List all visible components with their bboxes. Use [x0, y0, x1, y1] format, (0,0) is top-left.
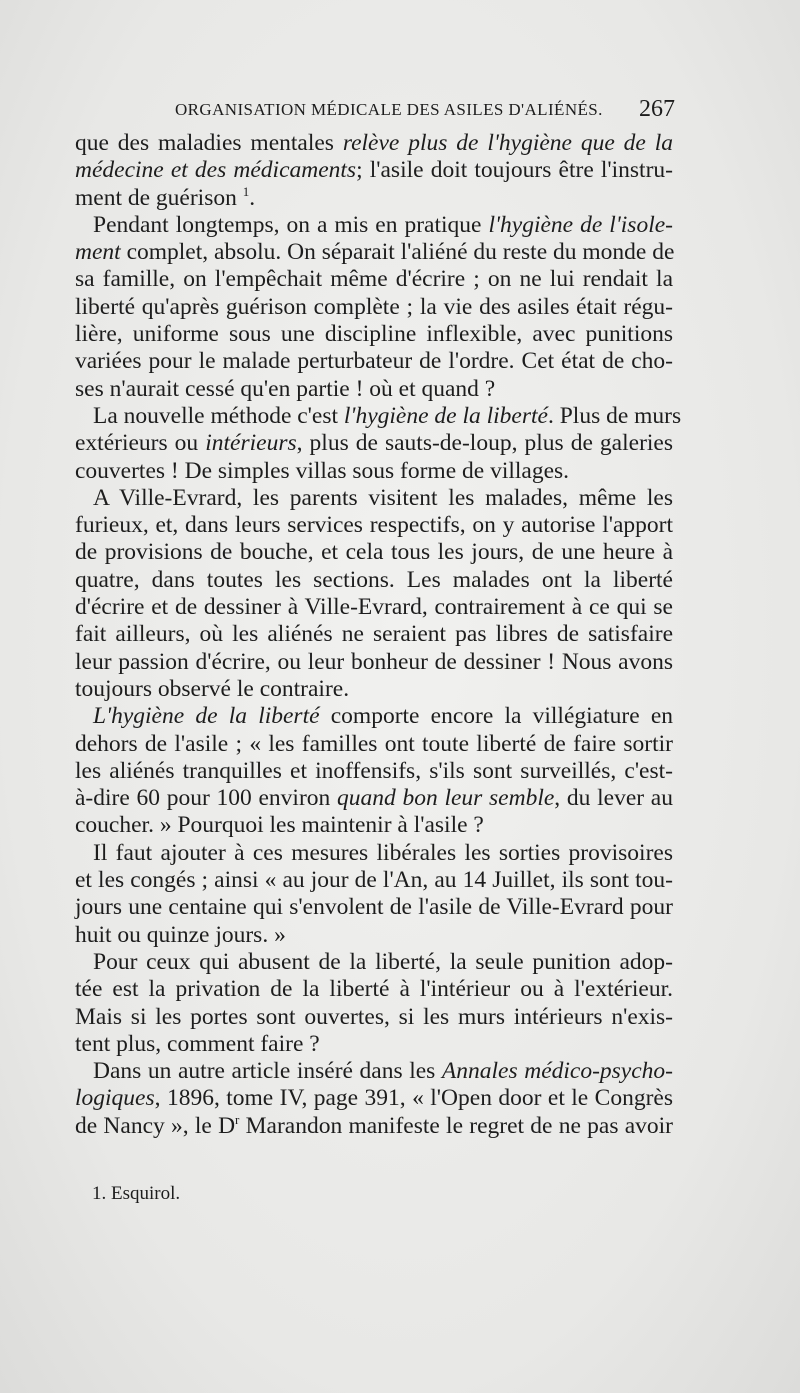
text-line [75, 703, 673, 730]
superscript: r [235, 1111, 240, 1127]
text-line [75, 157, 673, 184]
text-line [75, 594, 673, 621]
footnote: 1. Esquirol. [92, 1183, 181, 1204]
text-line [75, 1085, 673, 1112]
text-line [75, 567, 673, 594]
text-line [75, 512, 673, 539]
text-line [75, 649, 673, 676]
text-line [75, 348, 673, 375]
text-line [75, 785, 673, 812]
text-line [75, 185, 673, 212]
page-header [175, 96, 675, 126]
text-line [75, 1113, 673, 1140]
running-title: ORGANISATION MÉDICALE DES ASILES D'ALIÉNÉS. [175, 100, 603, 119]
text-line [75, 1004, 673, 1031]
text-segment: , du lever au [554, 785, 673, 812]
text-line [75, 539, 673, 566]
italic-text: ment [75, 239, 121, 266]
text-segment: toujours observé le contraire. [75, 675, 350, 702]
text-segment: tée est la privation de la liberté à l'intérieur ou à l'extérieur. [75, 976, 673, 1003]
text-segment: . [249, 184, 256, 211]
text-segment: Dans un autre article inséré dans les [93, 1058, 442, 1085]
text-segment: de provisions de bouche, et cela tous les jours, de une heure à [75, 539, 673, 566]
text-segment: ment de guérison [75, 184, 243, 211]
text-segment: dehors de l'asile ; « les familles ont toute liberté de faire sortir [75, 730, 673, 757]
text-segment: sa famille, on l'empêchait même d'écrire ; on ne lui rendait la [75, 266, 673, 293]
text-line [75, 1058, 673, 1085]
text-line [75, 676, 673, 703]
text-line [75, 894, 673, 921]
text-line [75, 402, 682, 430]
text-line [75, 430, 673, 457]
text-line [75, 239, 673, 266]
text-segment: huit ou quinze jours. » [75, 921, 286, 948]
text-segment: que des maladies mentales [75, 130, 343, 156]
text-line [75, 485, 673, 512]
text-line [75, 321, 673, 348]
italic-text: intérieurs [205, 430, 297, 457]
text-segment: à-dire 60 pour 100 environ [75, 785, 338, 812]
text-segment: Il faut ajouter à ces mesures libérales les sorties provisoires [93, 839, 673, 866]
text-line [75, 212, 673, 239]
text-segment: La nouvelle méthode c'est [93, 402, 344, 429]
italic-text: médecine et des médicaments [75, 157, 357, 184]
italic-text: quand bon leur semble [337, 785, 555, 812]
text-segment: . Plus de murs [547, 402, 682, 429]
text-segment: A Ville-Evrard, les parents visitent les malades, même les [93, 484, 673, 511]
text-segment: de Nancy », le D [75, 1112, 236, 1139]
text-line [75, 867, 673, 894]
italic-text: logiques [75, 1085, 155, 1112]
text-line [75, 266, 673, 293]
text-line [75, 294, 673, 321]
text-line [75, 949, 673, 976]
text-line [75, 376, 673, 403]
text-segment: coucher. » Pourquoi les maintenir à l'asile ? [75, 812, 484, 839]
text-segment: jours une centaine qui s'envolent de l'asile de Ville-Evrard pour [75, 894, 673, 921]
text-segment: ; l'asile doit toujours être l'instru- [356, 157, 673, 184]
text-segment: furieux, et, dans leurs services respectifs, on y autorise l'apport [75, 512, 673, 539]
text-segment: , 1896, tome IV, page 391, « l'Open door et le Congrès [154, 1085, 673, 1112]
italic-text: l'hygiène de l'isole- [488, 211, 673, 238]
text-segment: comporte encore la villégiature en [319, 703, 674, 730]
text-segment: liberté qu'après guérison complète ; la vie des asiles était régu- [75, 293, 673, 320]
text-segment: Pendant longtemps, on a mis en pratique [93, 211, 489, 238]
text-segment: quatre, dans toutes les sections. Les malades ont la liberté [75, 566, 673, 593]
text-line [75, 840, 673, 867]
text-segment: , plus de sauts-de-loup, plus de galeries [296, 430, 673, 457]
text-line [75, 621, 673, 648]
italic-text: relève plus de l'hygiène que de la [342, 130, 673, 156]
page-number: 267 [639, 96, 675, 122]
text-line [75, 976, 673, 1003]
text-line [75, 1031, 673, 1058]
text-segment: couvertes ! De simples villas sous forme de villages. [75, 457, 570, 484]
text-segment: ses n'aurait cessé qu'en partie ! où et quand ? [75, 375, 496, 402]
text-segment: leur passion d'écrire, ou leur bonheur de dessiner ! Nous avons [75, 648, 673, 675]
text-segment: d'écrire et de dessiner à Ville-Evrard, contrairement à ce qui se [75, 594, 673, 621]
text-segment: les aliénés tranquilles et inoffensifs, s'ils sont surveillés, c'est- [75, 757, 673, 784]
text-line [75, 130, 673, 157]
text-segment: variées pour le malade perturbateur de l'ordre. Cet état de cho- [75, 348, 673, 375]
text-line [75, 812, 673, 839]
text-line [75, 458, 673, 485]
text-segment: et les congés ; ainsi « au jour de l'An, au 14 Juillet, ils sont tou- [75, 867, 673, 894]
text-segment: Mais si les portes sont ouvertes, si les murs intérieurs n'exis- [75, 1003, 673, 1030]
text-segment: Pour ceux qui abusent de la liberté, la seule punition adop- [93, 948, 673, 975]
superscript: 1 [242, 183, 250, 199]
text-segment: lière, uniforme sous une discipline inflexible, avec punitions [75, 321, 673, 348]
text-line [75, 922, 673, 949]
text-segment: extérieurs ou [75, 430, 206, 457]
text-segment: fait ailleurs, où les aliénés ne seraient pas libres de satisfaire [75, 621, 673, 648]
body-text [75, 130, 682, 1140]
text-line [75, 758, 673, 785]
text-segment: complet, absolu. On séparait l'aliéné du reste du monde de [120, 239, 675, 266]
text-segment: tent plus, comment faire ? [75, 1030, 320, 1057]
text-line [75, 731, 673, 758]
italic-text: L'hygiène de la liberté [93, 703, 320, 730]
text-segment: Marandon manifeste le regret de ne pas avoir [239, 1112, 673, 1139]
italic-text: Annales médico-psycho- [441, 1058, 673, 1085]
italic-text: l'hygiène de la liberté [343, 402, 548, 429]
